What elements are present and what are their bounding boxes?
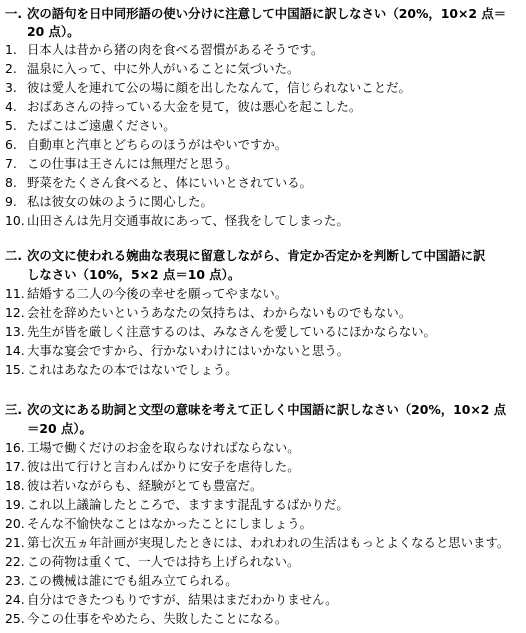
item-number: 12. xyxy=(5,305,25,320)
list-item xyxy=(0,609,526,629)
item-number: 4. xyxy=(5,99,17,114)
item-number: 18. xyxy=(5,478,25,493)
item-number: 25. xyxy=(5,611,25,626)
list-item xyxy=(0,211,526,231)
item-number: 13. xyxy=(5,324,25,339)
list-item xyxy=(0,533,526,553)
item-number: 7. xyxy=(5,156,17,171)
item-number: 21. xyxy=(5,535,25,550)
item-number: 9. xyxy=(5,194,17,209)
list-item xyxy=(0,322,526,342)
item-text: 山田さんは先月交通事故にあって、怪我をしてしまった。 xyxy=(27,213,349,228)
section-instruction-continued: ＝20 点）。 xyxy=(27,421,92,436)
list-item xyxy=(0,438,526,458)
list-item xyxy=(0,571,526,591)
list-item xyxy=(0,360,526,380)
item-number: 14. xyxy=(5,343,25,358)
list-item xyxy=(0,341,526,361)
item-number: 17. xyxy=(5,459,25,474)
item-number: 5. xyxy=(5,118,17,133)
list-item xyxy=(0,457,526,477)
item-text: 結婚する二人の今後の幸せを願ってやまない。 xyxy=(27,286,288,301)
item-number: 23. xyxy=(5,573,25,588)
section-heading xyxy=(0,246,526,266)
section-instruction: 次の文に使われる婉曲な表現に留意しながら、肯定か否定かを判断して中国語に訳 xyxy=(27,248,486,263)
list-item xyxy=(0,192,526,212)
section-instruction-continued: 20 点）。 xyxy=(27,24,80,39)
item-text: たばこはご遠慮ください。 xyxy=(27,118,176,133)
list-item xyxy=(0,476,526,496)
item-text: 先生が皆を厳しく注意するのは、みなさんを愛しているにほかならない。 xyxy=(27,324,436,339)
item-number: 8. xyxy=(5,175,17,190)
item-number: 24. xyxy=(5,592,25,607)
section-instruction: 次の文にある助詞と文型の意味を考えて正しく中国語に訳しなさい（20%，10×2 点 xyxy=(27,402,507,417)
item-number: 16. xyxy=(5,440,25,455)
item-number: 19. xyxy=(5,497,25,512)
item-text: 温泉に入って、中に外人がいることに気づいた。 xyxy=(27,61,300,76)
item-text: おばあさんの持っている大金を見て，彼は悪心を起こした。 xyxy=(27,99,362,114)
list-item xyxy=(0,303,526,323)
item-text: 彼は愛人を連れて公の場に顔を出したなんて，信じられないことだ。 xyxy=(27,80,411,95)
item-text: この機械は誰にでも組み立てられる。 xyxy=(27,573,238,588)
item-text: 彼は出て行けと言わんばかりに安子を虐待した。 xyxy=(27,459,300,474)
item-number: 11. xyxy=(5,286,25,301)
item-number: 2. xyxy=(5,61,17,76)
item-text: この荷物は重くて、一人では持ち上げられない。 xyxy=(27,554,300,569)
item-text: これ以上議論したところで、ますます混乱するばかりだ。 xyxy=(27,497,349,512)
item-number: 6. xyxy=(5,137,17,152)
item-text: 自分はできたつもりですが、結果はまだわかりません。 xyxy=(27,592,338,607)
section-number: 二. xyxy=(5,248,23,263)
item-text: 工場で働くだけのお金を取らなければならない。 xyxy=(27,440,300,455)
list-item xyxy=(0,97,526,117)
section-instruction: 次の語句を日中同形語の使い分けに注意して中国語に訳しなさい（20%，10×2 点＝ xyxy=(27,6,507,21)
list-item xyxy=(0,40,526,60)
item-text: 彼は若いながらも、経験がとても豊富だ。 xyxy=(27,478,263,493)
list-item xyxy=(0,284,526,304)
item-text: 今この仕事をやめたら、失敗したことになる。 xyxy=(27,611,288,626)
item-number: 1. xyxy=(5,42,17,57)
item-number: 15. xyxy=(5,362,25,377)
item-text: 日本人は昔から猪の肉を食べる習慣があるそうです。 xyxy=(27,42,324,57)
list-item xyxy=(0,59,526,79)
item-text: 第七次五ヵ年計画が実現したときには、われわれの生活はもっとよくなると思います。 xyxy=(27,535,510,550)
list-item xyxy=(0,552,526,572)
item-text: 私は彼女の妹のように関心した。 xyxy=(27,194,213,209)
section-instruction-continued: しなさい（10%，5×2 点＝10 点）。 xyxy=(27,267,241,282)
item-number: 22. xyxy=(5,554,25,569)
list-item xyxy=(0,514,526,534)
item-text: 野菜をたくさん食べると、体にいいとされている。 xyxy=(27,175,312,190)
section-heading-continuation xyxy=(0,419,526,439)
item-text: 会社を辞めたいというあなたの気持ちは、わからないものでもない。 xyxy=(27,305,412,320)
list-item xyxy=(0,590,526,610)
section-heading-continuation xyxy=(0,265,526,285)
item-text: 大事な宴会ですから、行かないわけにはいかないと思う。 xyxy=(27,343,350,358)
list-item xyxy=(0,495,526,515)
section-heading xyxy=(0,400,526,420)
item-number: 20. xyxy=(5,516,25,531)
list-item xyxy=(0,78,526,98)
item-text: この仕事は王さんには無理だと思う。 xyxy=(27,156,238,171)
item-number: 10. xyxy=(5,213,25,228)
list-item xyxy=(0,116,526,136)
item-text: これはあなたの本ではないでしょう。 xyxy=(27,362,238,377)
list-item xyxy=(0,173,526,193)
list-item xyxy=(0,154,526,174)
section-number: 三. xyxy=(5,402,23,417)
item-text: そんな不愉快なことはなかったことにしましょう。 xyxy=(27,516,312,531)
item-text: 自動車と汽車とどちらのほうがはやいですか。 xyxy=(27,137,288,152)
item-number: 3. xyxy=(5,80,17,95)
list-item xyxy=(0,135,526,155)
section-number: 一. xyxy=(5,6,23,21)
section-heading-continuation xyxy=(0,22,526,42)
section-heading xyxy=(0,4,526,24)
